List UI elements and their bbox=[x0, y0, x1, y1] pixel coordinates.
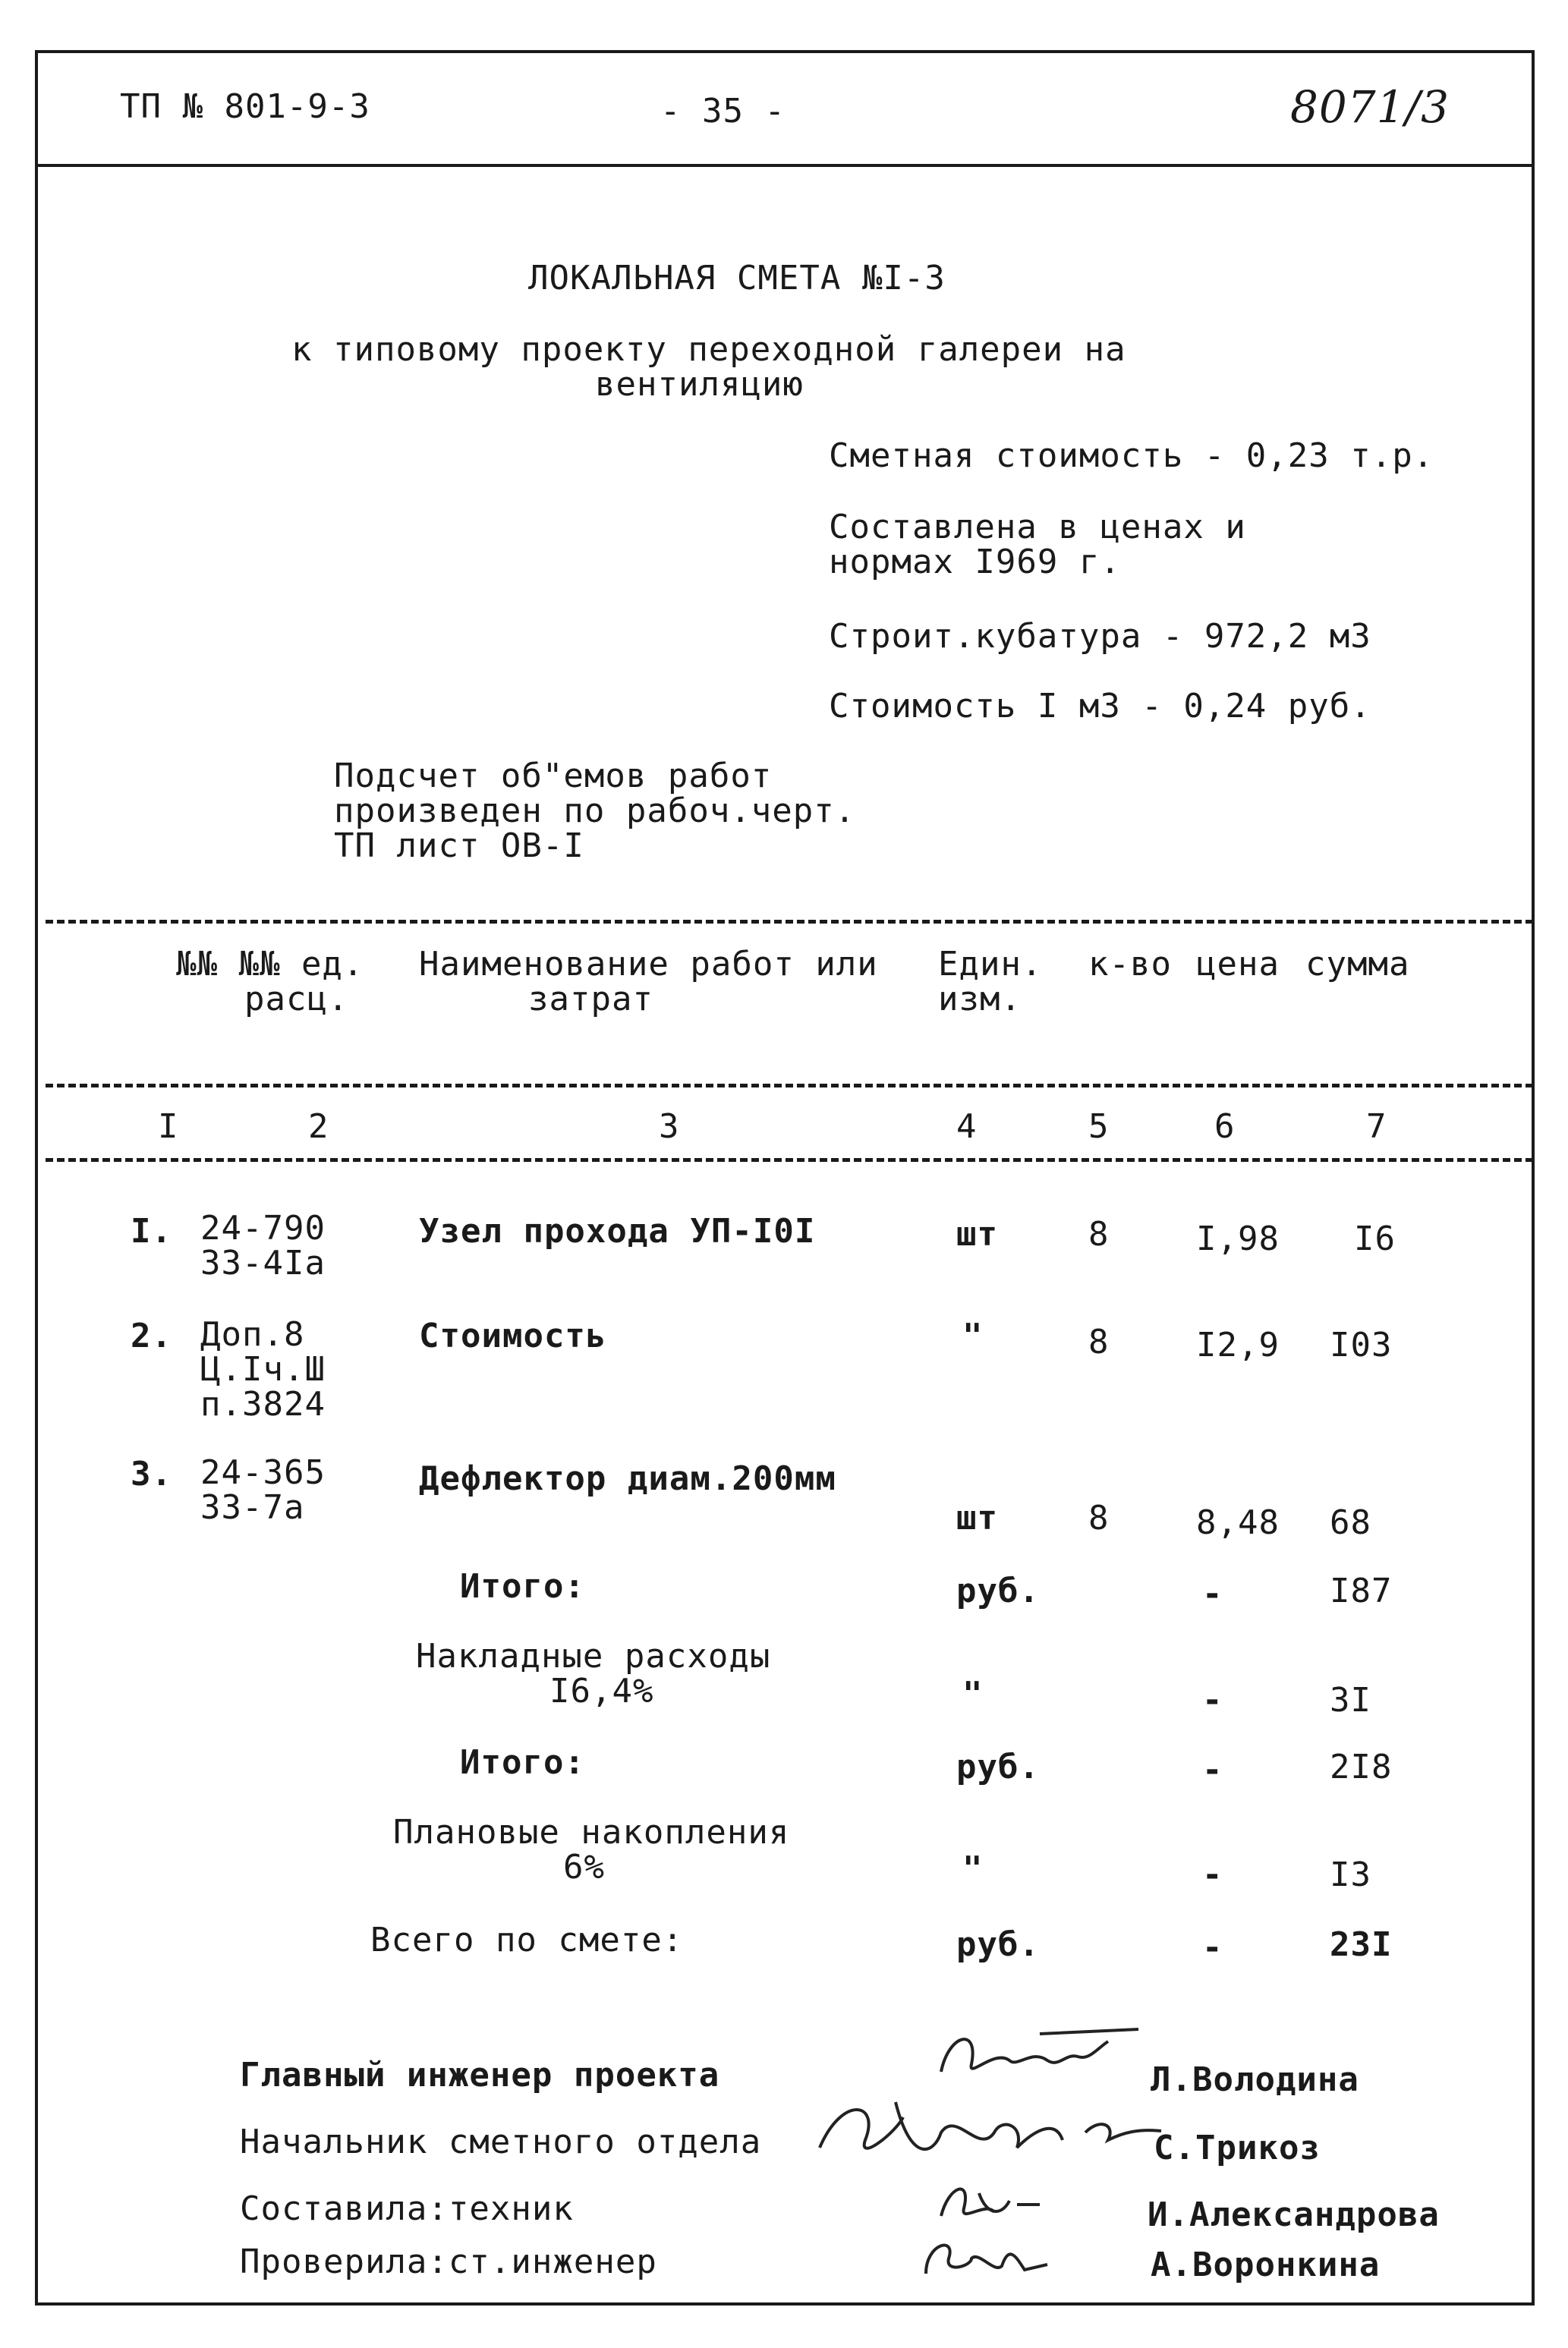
work-name: Дефлектор диам.200мм bbox=[419, 1459, 836, 1498]
estimated-cost: Сметная стоимость - 0,23 т.р. bbox=[829, 436, 1434, 475]
line-sum: I6 bbox=[1354, 1220, 1396, 1258]
signature-chief-engineer bbox=[926, 2019, 1146, 2095]
profit-label: Плановые накопления bbox=[393, 1813, 790, 1852]
profit-sum: I3 bbox=[1330, 1855, 1371, 1894]
unit: " bbox=[962, 1317, 984, 1355]
col-number-6: 6 bbox=[1214, 1107, 1236, 1146]
table-header-rule bbox=[46, 1084, 1533, 1087]
quantity: 8 bbox=[1088, 1499, 1110, 1538]
grand-total-sum: 23I bbox=[1330, 1925, 1393, 1964]
unit: шт bbox=[956, 1215, 998, 1254]
col-header-rate-no-2: расц. bbox=[244, 980, 349, 1018]
col-header-price: цена bbox=[1196, 945, 1280, 984]
table-top-rule bbox=[46, 920, 1533, 924]
col-header-name-2: затрат bbox=[528, 980, 653, 1018]
rate-code: 24-790 bbox=[200, 1209, 326, 1248]
document-number: 8071/3 bbox=[1290, 81, 1450, 133]
signatory-name: Л.Володина bbox=[1151, 2060, 1359, 2099]
note-line1: Подсчет об"емов работ bbox=[334, 757, 773, 795]
rate-code-2: 33-4Iа bbox=[200, 1244, 326, 1283]
col-header-qty: к-во bbox=[1088, 945, 1172, 984]
quantity: 8 bbox=[1088, 1215, 1110, 1254]
col-header-sum: сумма bbox=[1305, 945, 1410, 984]
signatory-name: И.Александрова bbox=[1148, 2195, 1440, 2234]
estimate-subtitle-line1: к типовому проекту переходной галереи на bbox=[291, 330, 1126, 369]
grand-total-label: Всего по смете: bbox=[370, 1921, 684, 1959]
row-number: 2. bbox=[131, 1317, 172, 1355]
building-volume: Строит.кубатура - 972,2 м3 bbox=[829, 617, 1371, 656]
col-number-4: 4 bbox=[956, 1107, 978, 1146]
quantity: 8 bbox=[1088, 1323, 1110, 1361]
work-name: Узел прохода УП-I0I bbox=[419, 1212, 816, 1251]
grand-total-unit: руб. bbox=[956, 1925, 1040, 1964]
row-number: I. bbox=[131, 1212, 172, 1251]
signatory-role: Проверила:ст.инженер bbox=[240, 2243, 657, 2281]
unit-price: 8,48 bbox=[1196, 1503, 1280, 1542]
header-divider bbox=[35, 164, 1535, 167]
col-number-3: 3 bbox=[659, 1107, 680, 1146]
table-numbers-rule bbox=[46, 1158, 1533, 1162]
note-line2: произведен по рабоч.черт. bbox=[334, 792, 856, 830]
estimate-title: ЛОКАЛЬНАЯ СМЕТА №I-3 bbox=[528, 259, 946, 297]
overhead-unit: " bbox=[962, 1675, 984, 1714]
col-header-rate-no: №№ №№ ед. bbox=[176, 945, 364, 984]
estimate-subtitle-line2: вентиляцию bbox=[595, 365, 804, 404]
rate-code-3: п.3824 bbox=[200, 1385, 326, 1424]
col-header-unit-2: изм. bbox=[938, 980, 1022, 1018]
subtotal-label: Итого: bbox=[460, 1567, 585, 1606]
rate-code: Доп.8 bbox=[200, 1315, 305, 1354]
col-number-1: I bbox=[158, 1107, 179, 1146]
page-number: - 35 - bbox=[660, 92, 786, 131]
line-sum: 68 bbox=[1330, 1503, 1371, 1542]
project-code: ТП № 801-9-3 bbox=[120, 87, 370, 126]
row-number: 3. bbox=[131, 1455, 172, 1493]
overhead-label: Накладные расходы bbox=[416, 1637, 771, 1676]
unit: шт bbox=[956, 1499, 998, 1538]
signatory-role: Главный инженер проекта bbox=[240, 2056, 720, 2095]
line-sum: I03 bbox=[1330, 1326, 1393, 1364]
subtotal-price: - bbox=[1202, 1575, 1223, 1613]
col-number-5: 5 bbox=[1088, 1107, 1110, 1146]
col-number-2: 2 bbox=[308, 1107, 329, 1146]
subtotal2-sum: 2I8 bbox=[1330, 1748, 1393, 1786]
col-header-name: Наименование работ или bbox=[419, 945, 878, 984]
rate-code-2: Ц.Iч.Ш bbox=[200, 1350, 326, 1389]
subtotal-unit: руб. bbox=[956, 1572, 1040, 1610]
unit-price: I2,9 bbox=[1196, 1326, 1280, 1364]
profit-rate: 6% bbox=[563, 1848, 605, 1887]
col-header-unit: Един. bbox=[938, 945, 1043, 984]
note-line3: ТП лист ОВ-I bbox=[334, 826, 584, 865]
rate-code-2: 33-7а bbox=[200, 1488, 305, 1527]
col-number-7: 7 bbox=[1366, 1107, 1387, 1146]
overhead-sum: 3I bbox=[1330, 1681, 1371, 1720]
signatory-name: А.Воронкина bbox=[1151, 2246, 1381, 2284]
grand-total-price: - bbox=[1202, 1928, 1223, 1967]
prices-basis-line2: нормах I969 г. bbox=[829, 543, 1121, 581]
subtotal2-unit: руб. bbox=[956, 1748, 1040, 1786]
signature-senior-engineer bbox=[911, 2228, 1055, 2289]
overhead-price: - bbox=[1202, 1681, 1223, 1720]
work-name: Стоимость bbox=[419, 1317, 607, 1355]
rate-code: 24-365 bbox=[200, 1453, 326, 1492]
signatory-role: Составила:техник bbox=[240, 2189, 574, 2228]
prices-basis-line1: Составлена в ценах и bbox=[829, 508, 1246, 546]
subtotal2-price: - bbox=[1202, 1751, 1223, 1789]
subtotal2-label: Итого: bbox=[460, 1743, 585, 1782]
unit-cost: Стоимость I м3 - 0,24 руб. bbox=[829, 687, 1371, 725]
signature-head-of-estimates bbox=[812, 2087, 1169, 2178]
subtotal-sum: I87 bbox=[1330, 1572, 1393, 1610]
overhead-rate: I6,4% bbox=[549, 1672, 654, 1711]
profit-price: - bbox=[1202, 1855, 1223, 1894]
unit-price: I,98 bbox=[1196, 1220, 1280, 1258]
signatory-name: С.Трикоз bbox=[1154, 2129, 1321, 2167]
profit-unit: " bbox=[962, 1849, 984, 1888]
signature-technician bbox=[926, 2170, 1047, 2231]
signatory-role: Начальник сметного отдела bbox=[240, 2123, 762, 2161]
